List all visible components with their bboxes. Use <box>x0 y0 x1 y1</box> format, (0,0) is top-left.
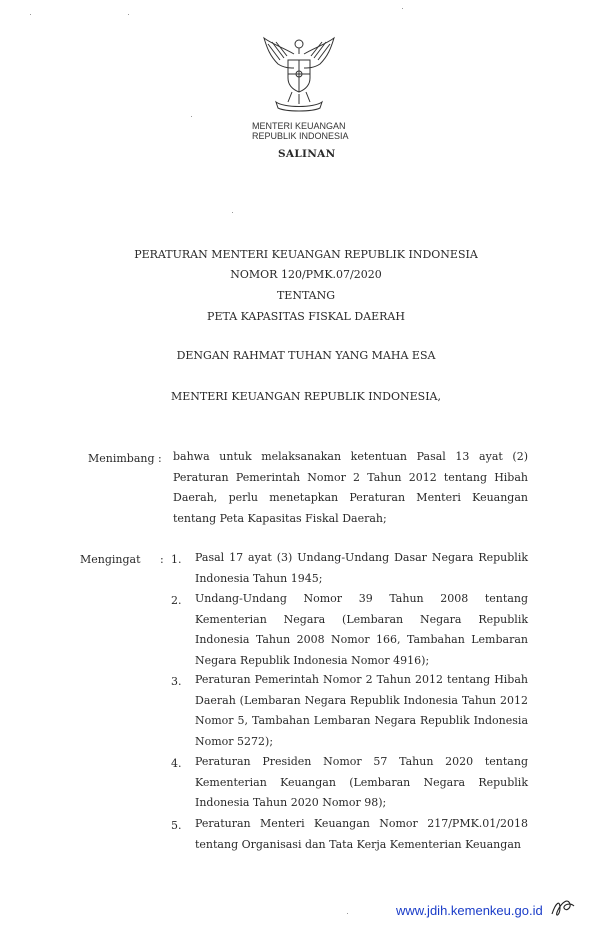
list-item-number: 4. <box>171 757 182 770</box>
institution-line-2: REPUBLIK INDONESIA <box>252 131 349 141</box>
menimbang-label: Menimbang <box>88 452 155 465</box>
menimbang-text: bahwa untuk melaksanakan ketentuan Pasal 13 ayat (2) Peraturan Pemerintah Nomor 2 Tahun 2012 tentang Hibah Daerah, perlu menetapkan Peraturan Menteri Keuangan tentang Peta Kapasitas Fiskal Daerah; <box>173 450 528 525</box>
copy-stamp-label: SALINAN <box>278 148 336 160</box>
mengingat-label: Mengingat <box>80 553 141 566</box>
list-item-number: 3. <box>171 675 182 688</box>
list-item-number: 5. <box>171 819 182 832</box>
title-subject: PETA KAPASITAS FISKAL DAERAH <box>207 310 405 323</box>
title-line-1: PERATURAN MENTERI KEUANGAN REPUBLIK INDONESIA <box>134 248 478 261</box>
invocation: DENGAN RAHMAT TUHAN YANG MAHA ESA <box>176 349 436 362</box>
list-item: Peraturan Pemerintah Nomor 2 Tahun 2012 tentang Hibah Daerah (Lembaran Negara Republik Indonesia Tahun 2012 Nomor 5, Tambahan Lembaran Negara Republik Indonesia Nomor 5272); <box>195 673 528 748</box>
title-number: NOMOR 120/PMK.07/2020 <box>230 268 382 281</box>
list-item: Peraturan Presiden Nomor 57 Tahun 2020 tentang Kementerian Keuangan (Lembaran Negara Republik Indonesia Tahun 2020 Nomor 98); <box>195 755 528 809</box>
scan-speck <box>30 14 31 15</box>
scan-speck <box>347 913 348 914</box>
garuda-emblem-icon <box>258 34 340 114</box>
footer-url: www.jdih.kemenkeu.go.id <box>396 903 543 918</box>
list-item-number: 2. <box>171 594 182 607</box>
issuer: MENTERI KEUANGAN REPUBLIK INDONESIA, <box>170 390 442 403</box>
scan-speck <box>232 212 233 213</box>
scan-speck <box>402 8 403 9</box>
list-item: Pasal 17 ayat (3) Undang-Undang Dasar Negara Republik Indonesia Tahun 1945; <box>195 551 528 585</box>
institution-line-1: MENTERI KEUANGAN <box>252 121 346 131</box>
list-item: Peraturan Menteri Keuangan Nomor 217/PMK.01/2018 tentang Organisasi dan Tata Kerja Kementerian Keuangan <box>195 817 528 851</box>
paraf-signature-icon <box>548 896 576 920</box>
list-item: Undang-Undang Nomor 39 Tahun 2008 tentang Kementerian Negara (Lembaran Negara Republik Indonesia Tahun 2008 Nomor 166, Tambahan Lembaran Negara Republik Indonesia Nomor 4916); <box>195 592 528 667</box>
menimbang-colon: : <box>158 452 162 465</box>
scan-speck <box>191 116 192 117</box>
list-item-number: 1. <box>171 553 182 566</box>
scan-speck <box>128 14 129 15</box>
mengingat-colon: : <box>160 553 164 566</box>
title-tentang: TENTANG <box>276 289 336 302</box>
